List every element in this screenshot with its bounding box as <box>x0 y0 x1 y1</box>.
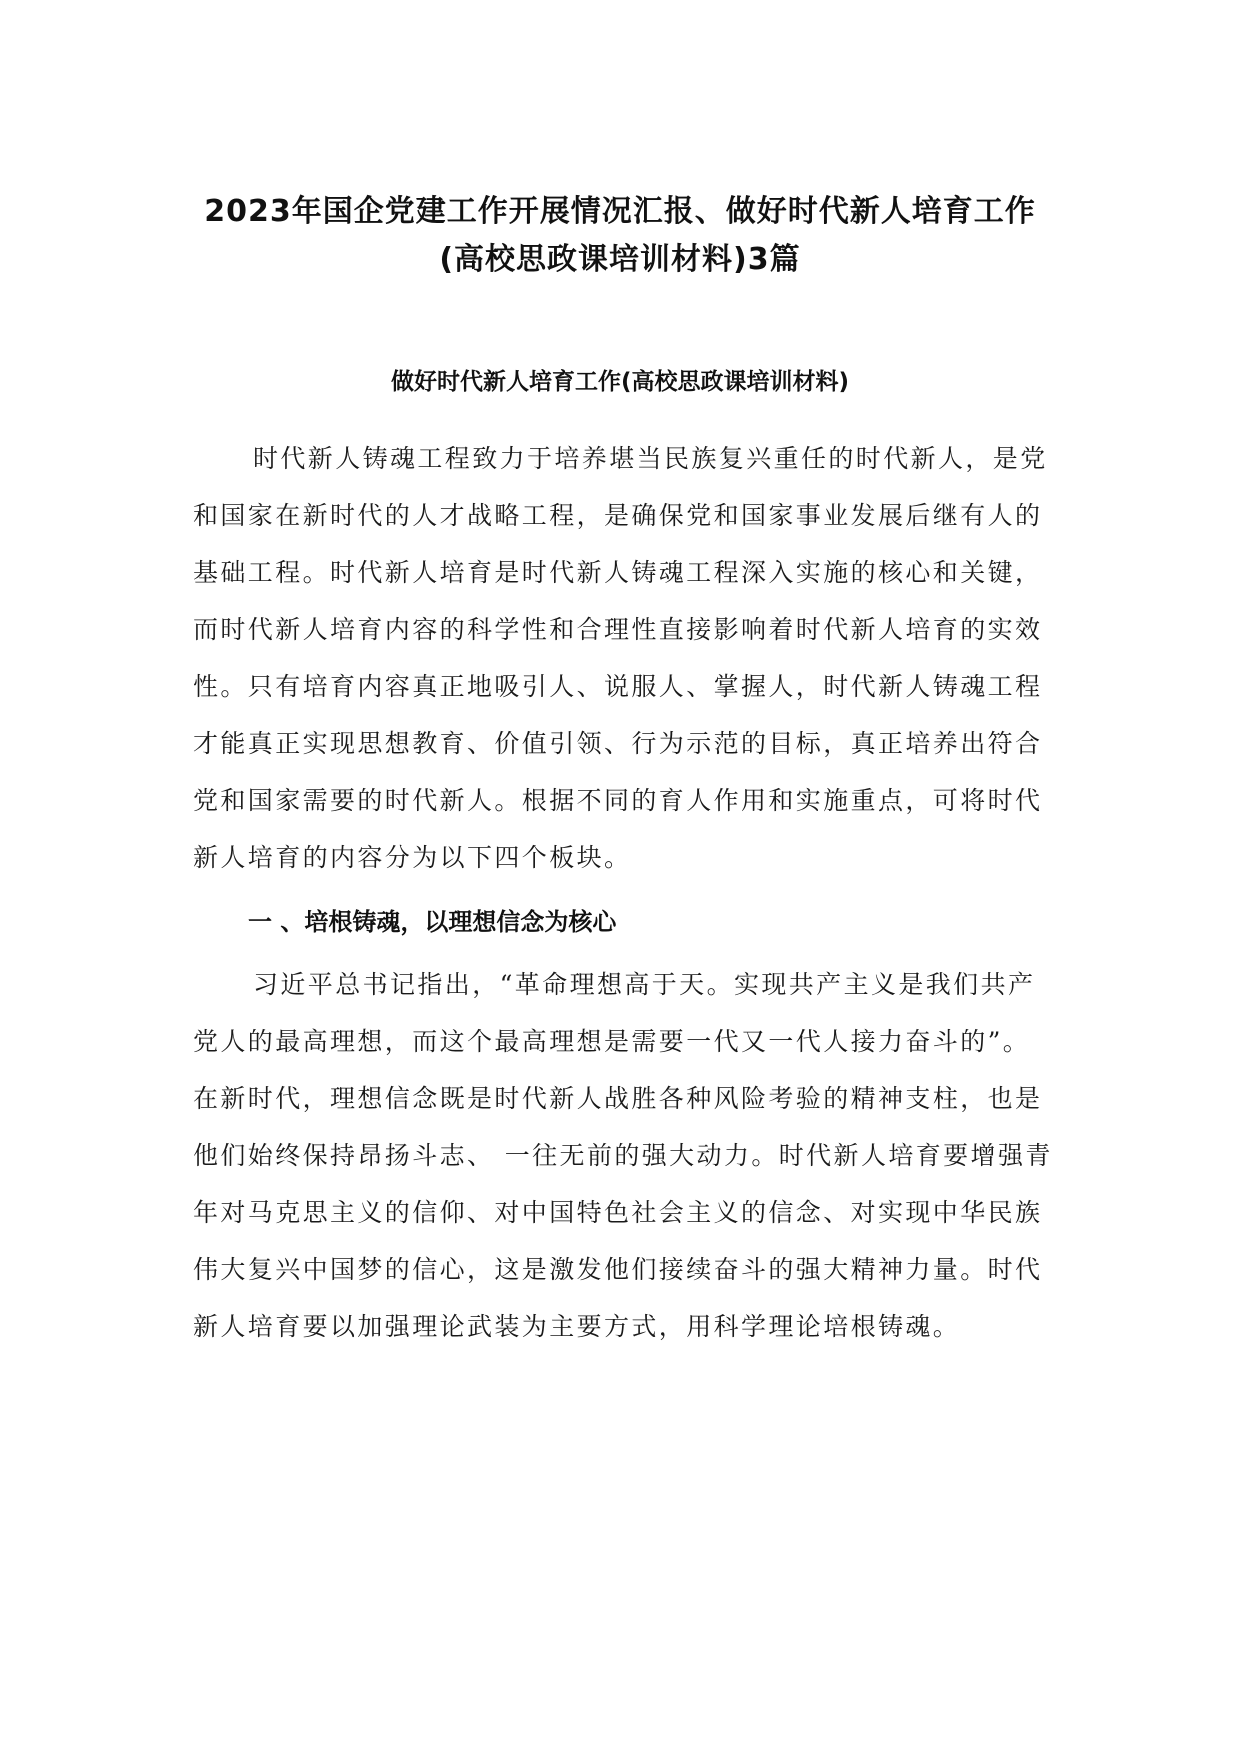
document-title-line-2: (高校思政课培训材料)3篇 <box>439 242 801 277</box>
document-title <box>150 188 1090 284</box>
article-subtitle: 做好时代新人培育工作(高校思政课培训材料) <box>390 369 850 395</box>
document-title-line-1: 2023年国企党建工作开展情况汇报、做好时代新人培育工作 <box>204 194 1036 229</box>
section-1-heading: 一 、培根铸魂，以理想信念为核心 <box>248 908 617 936</box>
section-1-paragraph: 习近平总书记指出，“革命理想高于天。实现共产主义是我们共产党人的最高理想，而这个最高理想是需要一代又一代人接力奋斗的”。在新时代，理想信念既是时代新人战胜各种风险考验的精神支柱，也是他们始终保持昂扬斗志、 一往无前的强大动力。时代新人培育要增强青年对马克思主义的信仰、对中国特色社会主义的信念、对实现中华民族伟大复兴中国梦的信心，这是激发他们接续奋斗的强大精神力量。时代新人培育要以加强理论武装为主要方式，用科学理论培根铸魂。 <box>193 970 1053 1341</box>
intro-paragraph: 时代新人铸魂工程致力于培养堪当民族复兴重任的时代新人，是党和国家在新时代的人才战略工程，是确保党和国家事业发展后继有人的基础工程。时代新人培育是时代新人铸魂工程深入实施的核心和关键，而时代新人培育内容的科学性和合理性直接影响着时代新人培育的实效性。只有培育内容真正地吸引人、说服人、掌握人，时代新人铸魂工程才能真正实现思想教育、价值引领、行为示范的目标，真正培养出符合党和国家需要的时代新人。根据不同的育人作用和实施重点，可将时代新人培育的内容分为以下四个板块。 <box>193 444 1048 872</box>
